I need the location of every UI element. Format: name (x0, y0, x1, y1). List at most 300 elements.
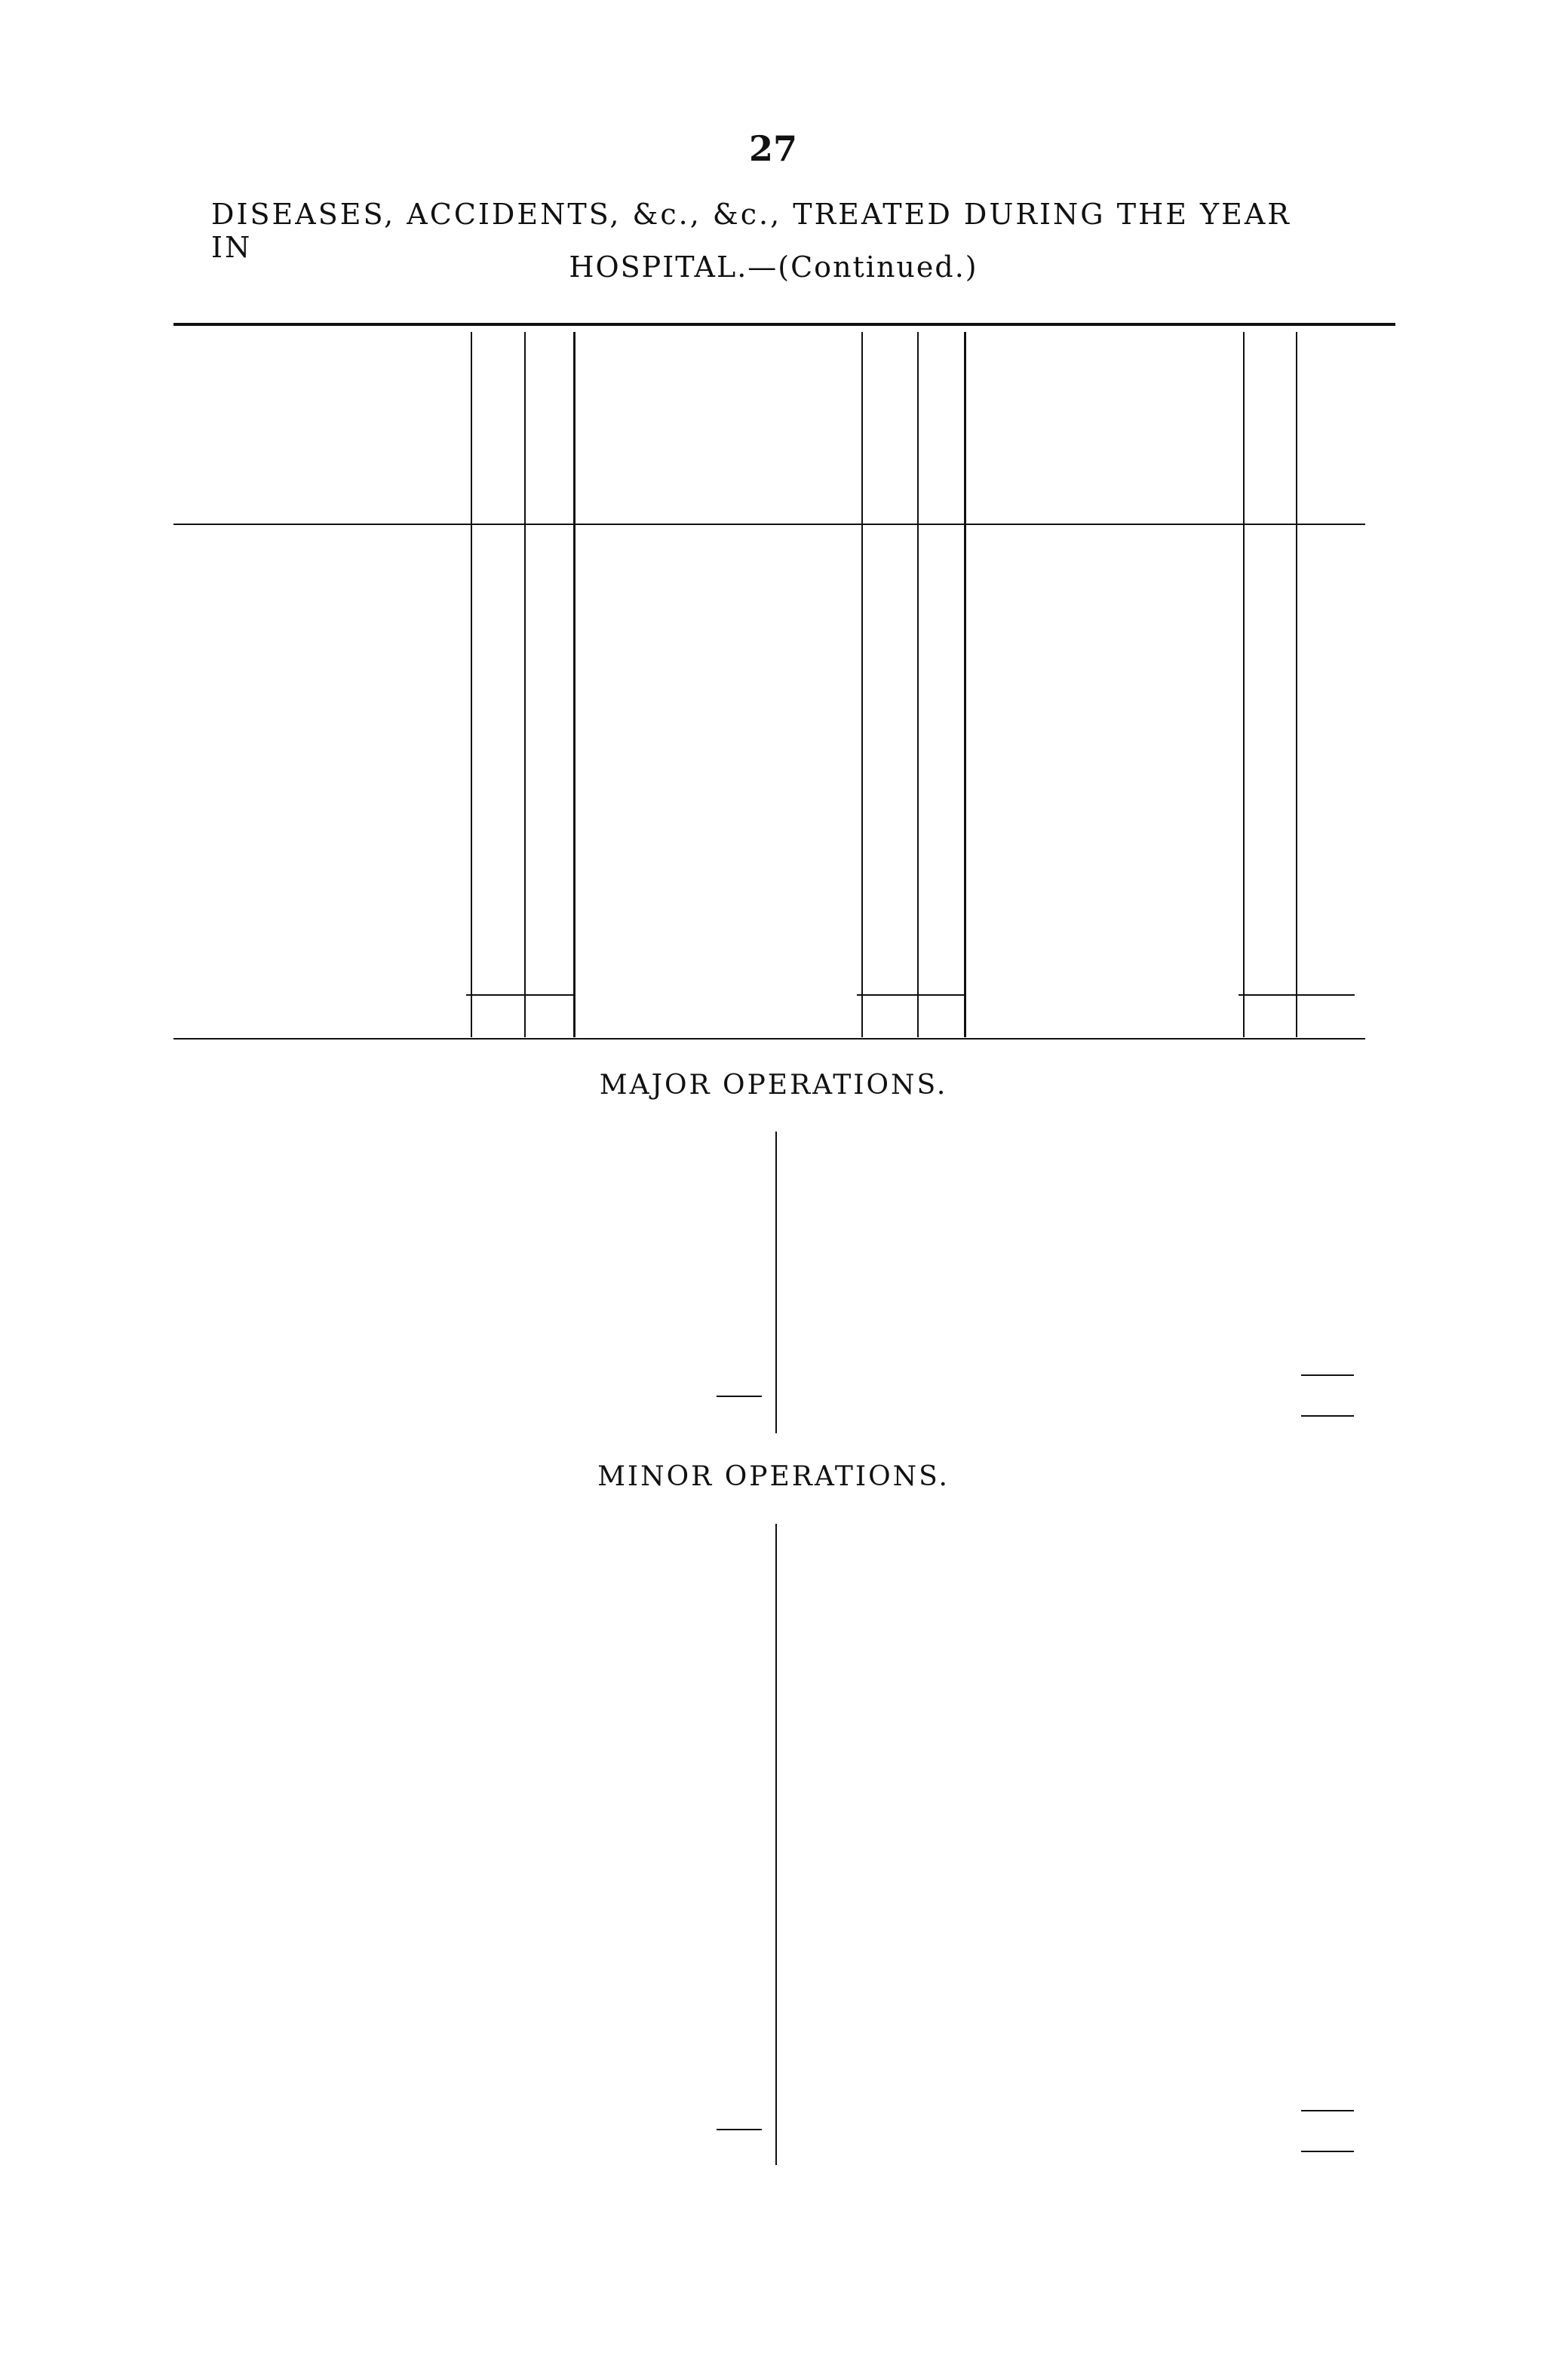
table-cell-discharged (864, 908, 904, 928)
table-cell-died (527, 575, 560, 594)
table-cell-died (1299, 813, 1347, 833)
table-cell-discharged (1246, 646, 1284, 666)
table-cell-died (527, 742, 560, 761)
table-row-name (596, 670, 852, 689)
table-cell-died (1299, 694, 1347, 714)
table-row-name (973, 885, 1245, 904)
operation-label (796, 1181, 1278, 1206)
column-footer-rule (1239, 994, 1355, 996)
total-value (1282, 1380, 1350, 1405)
table-cell-discharged (474, 837, 513, 857)
table-cell-discharged (1246, 885, 1284, 904)
table-cell-died (920, 694, 947, 714)
table-cell-discharged (864, 575, 904, 594)
operation-count (1290, 1824, 1350, 1849)
operation-label (215, 1331, 713, 1356)
operation-count (1290, 2050, 1350, 2074)
table-row-name (210, 694, 466, 714)
operation-label (215, 1281, 713, 1306)
table-row-name (973, 599, 1245, 619)
table-row-name (210, 861, 466, 880)
table-row-name (973, 813, 1245, 833)
operation-label (215, 1649, 713, 1674)
operation-count (698, 1206, 758, 1231)
operation-count (698, 1824, 758, 1849)
operation-count (698, 1850, 758, 1875)
table-cell-discharged (474, 742, 513, 761)
operation-count (698, 1281, 758, 1306)
operation-count (698, 1331, 758, 1356)
carried-forward-label (362, 2135, 709, 2160)
table-cell-discharged (474, 718, 513, 738)
table-cell-discharged (474, 908, 513, 928)
table-cell-died (527, 599, 560, 619)
table-cell-died (920, 646, 947, 666)
table-cell-discharged (474, 885, 513, 904)
operation-label (796, 1949, 1278, 1974)
table-cell-discharged (864, 885, 904, 904)
operation-count (698, 1524, 758, 1549)
operation-label (796, 1674, 1278, 1699)
operation-count (698, 1699, 758, 1724)
operation-count (698, 1649, 758, 1674)
table-row-name (210, 575, 466, 594)
table-cell-discharged (864, 646, 904, 666)
total-under-rule (1301, 1415, 1354, 1417)
operation-label (215, 1850, 713, 1875)
operation-count (1290, 1181, 1350, 1206)
table-row-name (973, 575, 1245, 594)
table-row-name (210, 932, 466, 952)
table-cell-died (1299, 622, 1347, 642)
table-row-name (973, 861, 1245, 880)
table-cell-died (1299, 932, 1347, 952)
operation-count (698, 2000, 758, 2025)
table-cell-died (527, 837, 560, 857)
operation-label (215, 1699, 713, 1724)
operation-label (796, 1231, 1278, 1256)
operation-label (796, 1331, 1278, 1356)
operation-count (698, 1674, 758, 1699)
operation-count (1290, 1231, 1350, 1256)
table-cell-discharged (474, 932, 513, 952)
table-cell-discharged (1246, 575, 1284, 594)
operation-count (1290, 1649, 1350, 1674)
table-cell-discharged (864, 766, 904, 785)
table-cell-died (527, 813, 560, 833)
table-cell-died (527, 694, 560, 714)
carried-forward-value (698, 1402, 758, 1426)
operation-count (698, 1774, 758, 1799)
operation-count (698, 1231, 758, 1256)
table-row-name (973, 766, 1245, 785)
group-rule (573, 332, 576, 1037)
operation-label (215, 1256, 713, 1281)
operation-label (215, 2050, 713, 2074)
column-footer-rule (466, 994, 573, 996)
operation-count (1290, 1156, 1350, 1181)
table-row-name (973, 742, 1245, 761)
operation-label (796, 1599, 1278, 1624)
table-cell-died (1299, 837, 1347, 857)
total-under-rule (1301, 2151, 1354, 2152)
total-value (1282, 2116, 1350, 2141)
operation-label (215, 1774, 713, 1799)
operation-label (796, 1256, 1278, 1281)
operation-count (698, 1599, 758, 1624)
operation-label (796, 2000, 1278, 2025)
operation-label (796, 1875, 1278, 1899)
operation-count (1290, 1281, 1350, 1306)
table-row-name (596, 885, 852, 904)
table-cell-discharged (1246, 837, 1284, 857)
operation-count (1290, 1699, 1350, 1724)
operation-label (215, 2074, 713, 2099)
table-row-name (973, 670, 1245, 689)
table-cell-died (1299, 789, 1347, 809)
table-row-name (973, 789, 1245, 809)
operation-count (698, 1356, 758, 1380)
table-row-name (973, 646, 1245, 666)
operation-count (698, 1975, 758, 2000)
table-row-name (596, 932, 852, 952)
operation-label (215, 1132, 713, 1156)
table-row-name (596, 861, 852, 880)
table-cell-discharged (1246, 766, 1284, 785)
table-cell-discharged (864, 932, 904, 952)
table-cell-died (1299, 861, 1347, 880)
table-cell-discharged (474, 599, 513, 619)
table-row-name (210, 599, 466, 619)
table-cell-died (527, 908, 560, 928)
operation-label (215, 1574, 713, 1598)
operation-label (796, 1899, 1278, 1924)
total-label (943, 2116, 1290, 2141)
table-cell-died (527, 670, 560, 689)
operation-label (796, 1924, 1278, 1949)
operation-count (1290, 1574, 1350, 1598)
table-cell-discharged (864, 694, 904, 714)
operation-label (215, 2025, 713, 2050)
operation-label (796, 1824, 1278, 1849)
operation-count (1290, 1256, 1350, 1281)
table-row-name (596, 766, 852, 785)
table-row-name (596, 813, 852, 833)
table-row-name (596, 789, 852, 809)
table-cell-discharged (474, 670, 513, 689)
table-cell-died (1299, 718, 1347, 738)
table-cell-discharged (864, 813, 904, 833)
center-divider (775, 1524, 777, 2165)
operation-label (796, 1206, 1278, 1231)
operation-count (1290, 1132, 1350, 1156)
table-cell-died (527, 861, 560, 880)
table-cell-died (920, 813, 947, 833)
major-operations-title: MAJOR OPERATIONS. (599, 1070, 948, 1101)
table-cell-died (527, 766, 560, 785)
table-cell-discharged (474, 622, 513, 642)
table-row-name (210, 766, 466, 785)
operation-count (698, 1924, 758, 1949)
operation-count (698, 1256, 758, 1281)
table-cell-discharged (864, 837, 904, 857)
table-cell-discharged (864, 789, 904, 809)
table-cell-discharged (474, 861, 513, 880)
table-cell-died (920, 861, 947, 880)
operation-count (1290, 1599, 1350, 1624)
operation-label (215, 1356, 713, 1380)
table-cell-died (1299, 575, 1347, 594)
table-row-name (210, 646, 466, 666)
minor-operations-title: MINOR OPERATIONS. (597, 1461, 950, 1492)
operation-count (698, 1799, 758, 1824)
operation-count (1290, 1306, 1350, 1331)
operation-label (215, 1749, 713, 1774)
operation-label (796, 1850, 1278, 1875)
operation-label (215, 1799, 713, 1824)
total-label (943, 1380, 1290, 1405)
left-sum-rule (717, 1396, 762, 1397)
table-cell-discharged (864, 599, 904, 619)
table-row-name (210, 622, 466, 642)
table-cell-discharged (474, 813, 513, 833)
table-row-name (596, 837, 852, 857)
operation-count (1290, 1850, 1350, 1875)
table-cell-discharged (1246, 718, 1284, 738)
table-cell-discharged (864, 622, 904, 642)
table-cell-discharged (474, 694, 513, 714)
table-cell-discharged (864, 718, 904, 738)
operation-label (215, 1549, 713, 1574)
operation-count (1290, 1799, 1350, 1824)
operation-count (698, 2074, 758, 2099)
operation-count (698, 2050, 758, 2074)
header-discharged (1257, 364, 1282, 507)
table-cell-died (920, 718, 947, 738)
table-top-rule (173, 323, 1395, 326)
operation-label (796, 1699, 1278, 1724)
operation-label (215, 1624, 713, 1649)
table-cell-died (527, 885, 560, 904)
operation-label (215, 1524, 713, 1549)
operation-count (698, 1132, 758, 1156)
table-cell-discharged (1246, 861, 1284, 880)
table-cell-died (920, 885, 947, 904)
title-main: DISEASES, ACCIDENTS, &c., &c., TREATED DURING THE YEAR (211, 198, 1291, 231)
operation-label (215, 2000, 713, 2025)
carried-forward-label (362, 1402, 709, 1426)
table-row-name (973, 718, 1245, 738)
operation-count (1290, 2000, 1350, 2025)
operation-count (698, 1624, 758, 1649)
operation-count (1290, 1206, 1350, 1231)
table-cell-died (920, 670, 947, 689)
operation-label (215, 1599, 713, 1624)
operation-label (215, 1975, 713, 2000)
table-row-name (973, 932, 1245, 952)
table-cell-discharged (1246, 599, 1284, 619)
right-sum-rule (1301, 2110, 1354, 2111)
table-row-name (210, 718, 466, 738)
operation-label (796, 1975, 1278, 2000)
table-cell-discharged (474, 766, 513, 785)
operation-label (981, 1306, 1297, 1331)
operation-count (698, 1306, 758, 1331)
table-cell-discharged (1246, 670, 1284, 689)
operation-label (796, 1799, 1278, 1824)
header-discharged (484, 364, 510, 507)
carried-forward-value (698, 2135, 758, 2160)
table-cell-died (920, 837, 947, 857)
group-rule (964, 332, 966, 1037)
operation-count (1290, 2025, 1350, 2050)
table-cell-died (1299, 742, 1347, 761)
operation-label (796, 1624, 1278, 1649)
operation-count (1290, 1724, 1350, 1749)
operation-label (796, 1749, 1278, 1774)
table-cell-discharged (1246, 813, 1284, 833)
operation-label (796, 1281, 1278, 1306)
table-row-name (596, 622, 852, 642)
operation-label (796, 2025, 1278, 2050)
table-row-name (210, 670, 466, 689)
page-title-line2: HOSPITAL.—(Continued.) (569, 250, 978, 284)
operation-count (698, 1156, 758, 1181)
table-cell-discharged (1246, 622, 1284, 642)
table-cell-discharged (864, 861, 904, 880)
table-row-name (596, 599, 852, 619)
table-bottom-rule (173, 1038, 1365, 1040)
table-row-name (596, 575, 852, 594)
operation-count (698, 1574, 758, 1598)
table-cell-died (920, 622, 947, 642)
table-cell-died (527, 932, 560, 952)
table-row-name (973, 837, 1245, 857)
operation-count (1290, 1524, 1350, 1549)
operation-label (943, 1524, 1290, 1549)
table-cell-discharged (474, 789, 513, 809)
operation-label (215, 1949, 713, 1974)
operation-label (215, 1306, 713, 1331)
table-row-name (596, 694, 852, 714)
operation-label (215, 1824, 713, 1849)
table-row-name (973, 622, 1245, 642)
table-cell-discharged (864, 670, 904, 689)
operation-label (215, 1156, 713, 1181)
table-cell-died (527, 718, 560, 738)
table-cell-died (1299, 670, 1347, 689)
page-number: 27 (748, 128, 797, 169)
table-cell-discharged (1246, 932, 1284, 952)
operation-label (943, 1132, 1290, 1156)
table-cell-died (1299, 766, 1347, 785)
table-cell-died (920, 766, 947, 785)
operation-label (796, 1774, 1278, 1799)
table-cell-died (527, 622, 560, 642)
table-row-name (596, 908, 852, 928)
total-died (1297, 1009, 1347, 1029)
table-cell-discharged (1246, 789, 1284, 809)
table-cell-died (1299, 646, 1347, 666)
operation-label (796, 1549, 1278, 1574)
table-cell-died (1299, 599, 1347, 619)
operation-label (796, 1156, 1278, 1181)
table-row-name (596, 646, 852, 666)
operation-count (1290, 1975, 1350, 2000)
column-rule (471, 332, 472, 1037)
table-header-rule (173, 524, 1365, 525)
operation-count (698, 1899, 758, 1924)
title-suffix: IN (211, 231, 253, 264)
operation-count (1290, 1949, 1350, 1974)
operation-count (1290, 1331, 1350, 1356)
table-cell-discharged (1246, 742, 1284, 761)
table-cell-died (920, 789, 947, 809)
operation-count (1290, 1875, 1350, 1899)
operation-label (796, 1574, 1278, 1598)
operation-label (796, 1724, 1278, 1749)
total-discharged (1245, 1009, 1284, 1029)
operation-count (1290, 1624, 1350, 1649)
operation-label (215, 1674, 713, 1699)
table-row-name (210, 742, 466, 761)
table-row-name (596, 718, 852, 738)
column-rule (861, 332, 863, 1037)
center-divider (775, 1132, 777, 1433)
operation-count (698, 1749, 758, 1774)
right-sum-rule (1301, 1374, 1354, 1376)
operation-label (215, 1181, 713, 1206)
operation-label (215, 1899, 713, 1924)
operation-count (698, 1724, 758, 1749)
operation-count (1290, 1774, 1350, 1799)
table-cell-died (1299, 908, 1347, 928)
operation-count (1290, 1749, 1350, 1774)
operation-count (698, 2025, 758, 2050)
operation-label (215, 1231, 713, 1256)
left-sum-rule (717, 2129, 762, 2130)
operation-label (796, 1649, 1278, 1674)
table-cell-died (920, 599, 947, 619)
table-row-name (973, 908, 1245, 928)
operation-label (796, 2050, 1278, 2074)
operation-count (698, 1181, 758, 1206)
table-cell-died (527, 646, 560, 666)
table-row-name (210, 789, 466, 809)
operation-count (698, 1549, 758, 1574)
operation-label (215, 1724, 713, 1749)
operation-count (1290, 1549, 1350, 1574)
operation-count (1290, 1924, 1350, 1949)
table-cell-died (1299, 885, 1347, 904)
table-row-name (210, 837, 466, 857)
table-cell-discharged (474, 575, 513, 594)
table-cell-discharged (474, 646, 513, 666)
header-died (519, 375, 545, 496)
table-cell-discharged (864, 742, 904, 761)
operation-label (215, 1875, 713, 1899)
table-row-name (973, 694, 1245, 714)
table-cell-discharged (1246, 908, 1284, 928)
header-died (912, 375, 938, 496)
operation-label (215, 1924, 713, 1949)
operation-count (698, 1949, 758, 1974)
operation-count (698, 1875, 758, 1899)
operation-count (1290, 1674, 1350, 1699)
table-cell-died (527, 789, 560, 809)
header-died (1291, 375, 1316, 496)
table-row-name (210, 813, 466, 833)
